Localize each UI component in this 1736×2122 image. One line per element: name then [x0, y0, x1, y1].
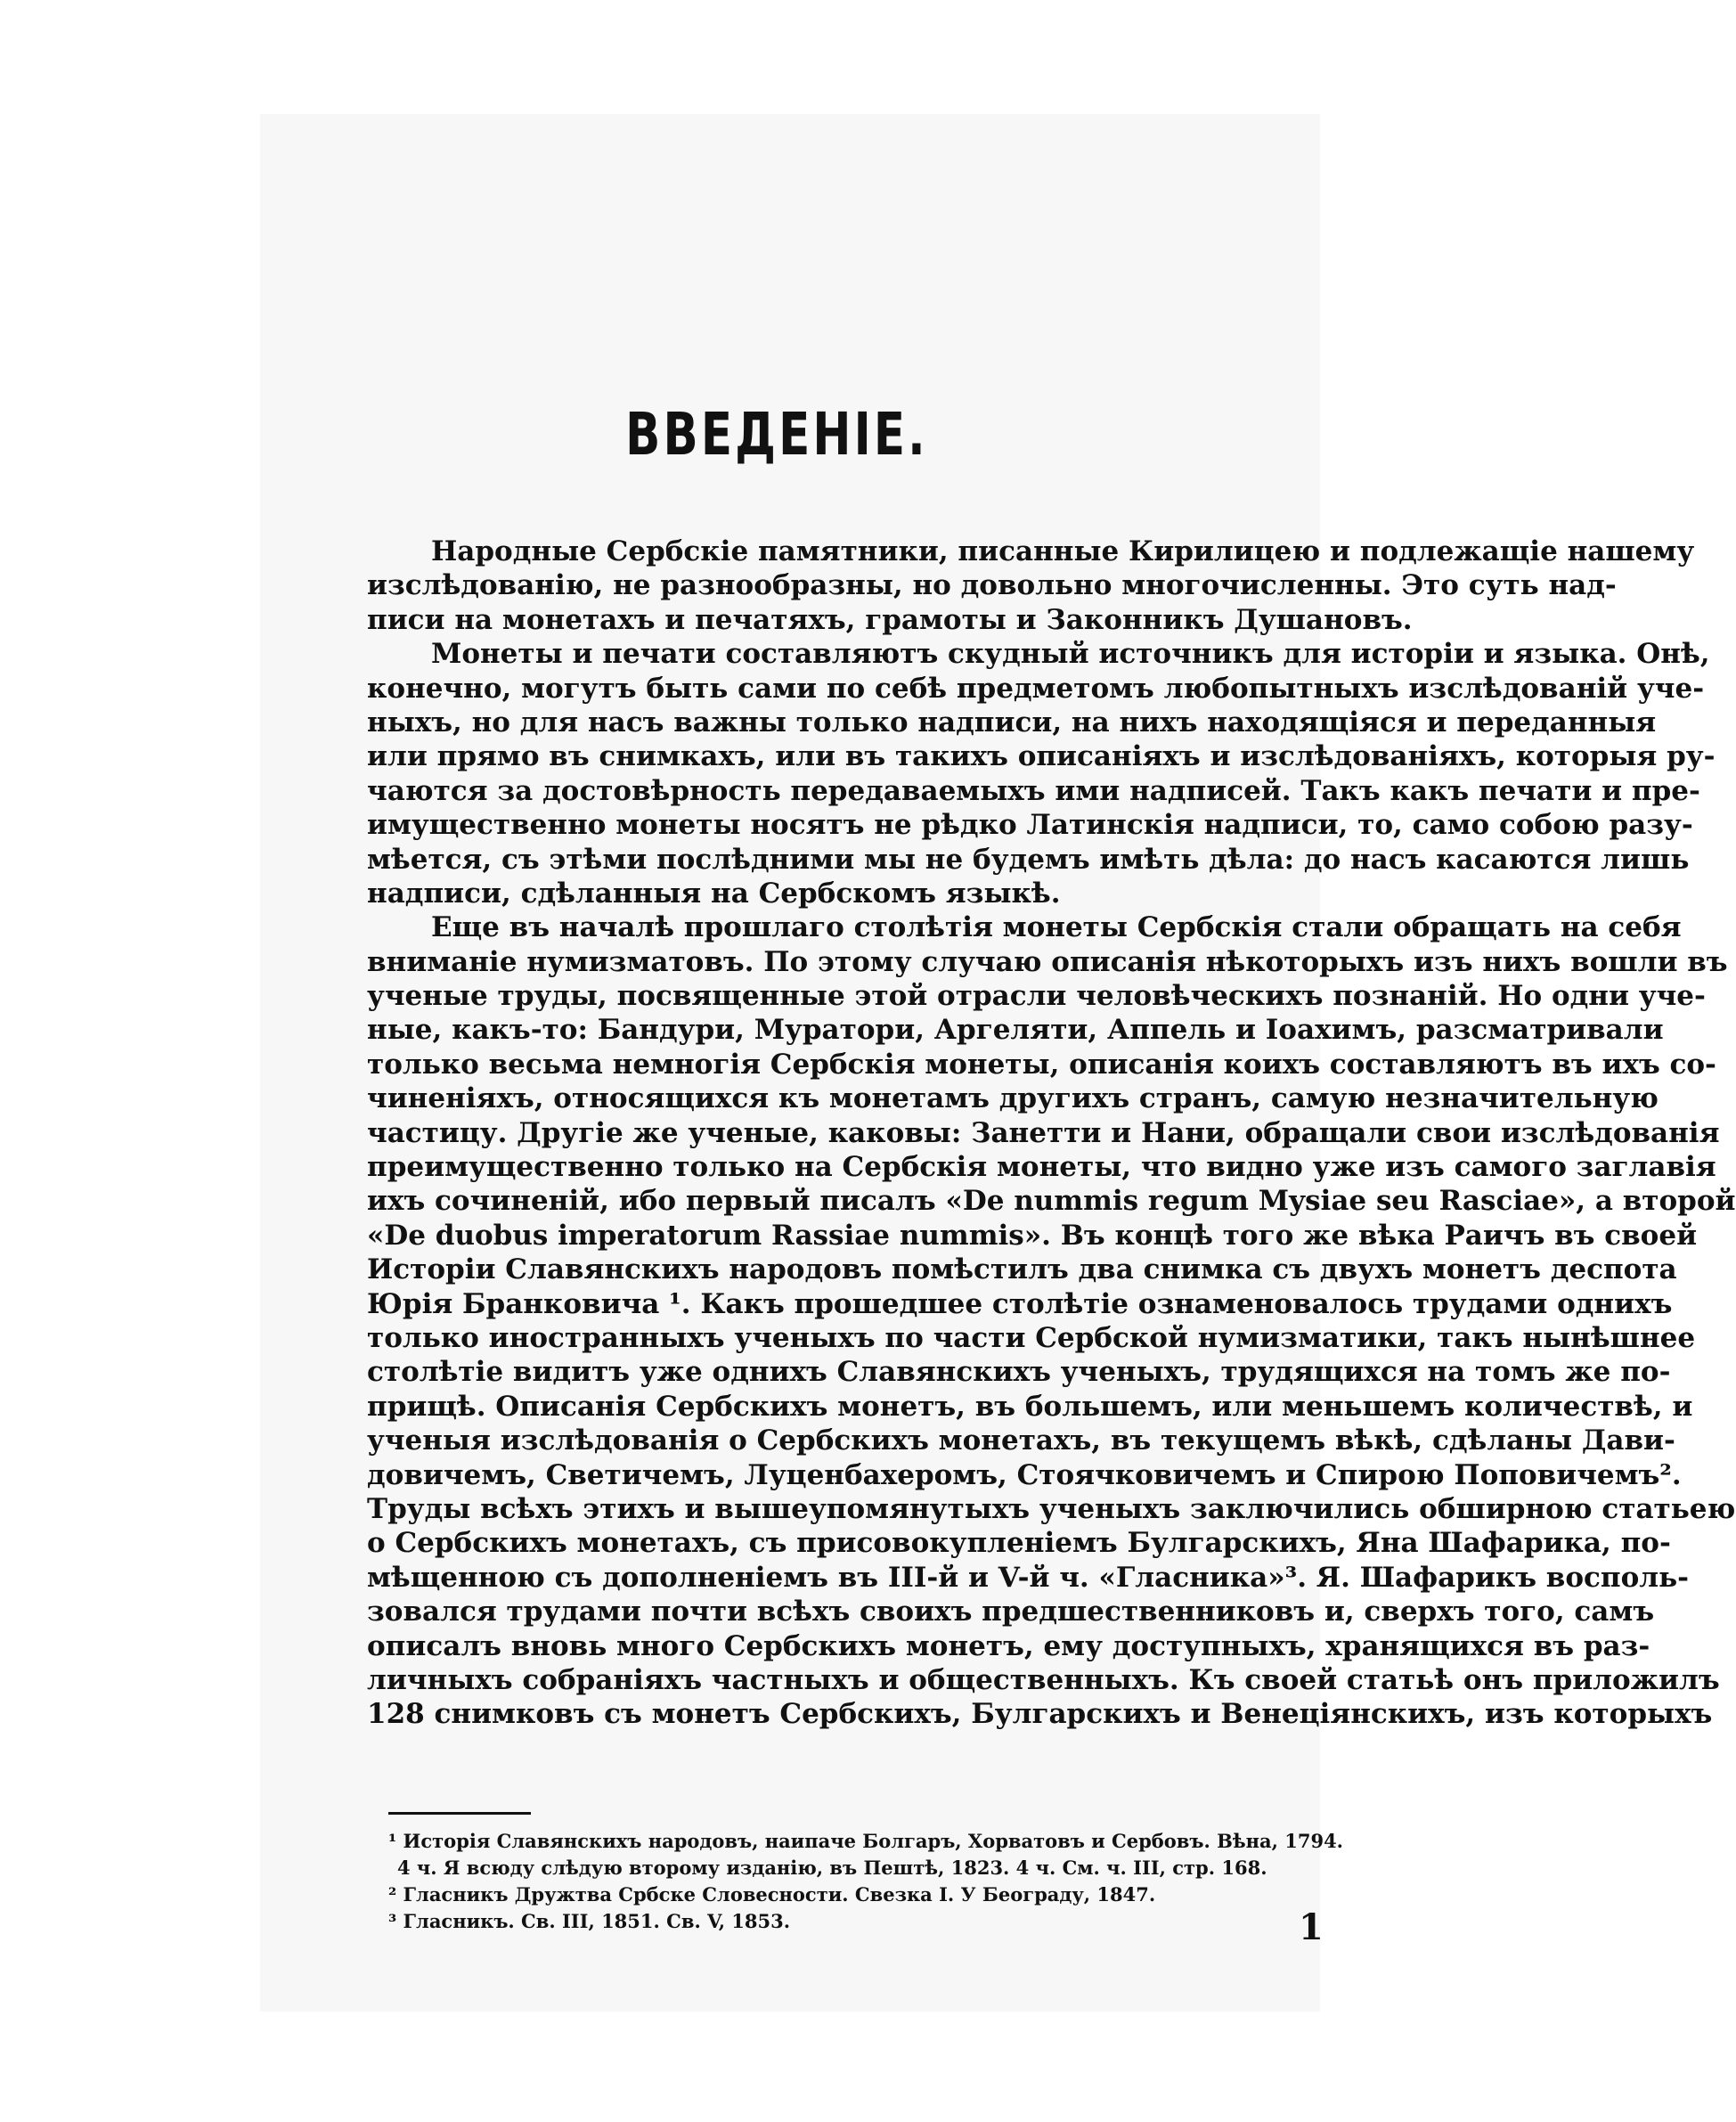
text-line: столѣтіе видитъ уже однихъ Славянскихъ ученыхъ, трудящихся на томъ же по- — [367, 1356, 1671, 1389]
text-line: ныхъ, но для насъ важны только надписи, на нихъ находящіяся и переданныя — [367, 706, 1657, 739]
text-line: писи на монетахъ и печатяхъ, грамоты и Законникъ Душановъ. — [367, 603, 1413, 636]
text-line: довичемъ, Светичемъ, Луценбахеромъ, Стоячковичемъ и Спирою Поповичемъ². — [367, 1458, 1682, 1491]
text-line: только иностранныхъ ученыхъ по части Сербской нумизматики, такъ нынѣшнее — [367, 1321, 1696, 1354]
text-line: Народные Сербскіе памятники, писанные Кирилицею и подлежащіе нашему — [431, 535, 1695, 567]
text-line: изслѣдованію, не разнообразны, но довольно многочисленны. Это суть над- — [367, 569, 1617, 602]
text-line: частицу. Другіе же ученые, каковы: Занетти и Нани, обращали свои изслѣдованія — [367, 1116, 1720, 1149]
page-number: 1 — [1299, 1906, 1324, 1948]
text-line: надписи, сдѣланныя на Сербскомъ языкѣ. — [367, 877, 1061, 910]
text-line: мѣется, съ этѣми послѣдними мы не будемъ имѣть дѣла: до насъ касаются лишь — [367, 843, 1690, 876]
footnote-1: ¹ Исторія Славянскихъ народовъ, наипаче Болгаръ, Хорватовъ и Сербовъ. Вѣна, 1794. — [388, 1830, 1343, 1852]
text-line: Монеты и печати составляютъ скудный источникъ для исторіи и языка. Онѣ, — [431, 638, 1710, 671]
footnote-divider — [388, 1812, 531, 1815]
text-line: ные, какъ-то: Бандури, Муратори, Аргеляти, Аппель и Іоахимъ, разсматривали — [367, 1014, 1664, 1047]
text-line: Труды всѣхъ этихъ и вышеупомянутыхъ ученыхъ заключились обширною статьею — [367, 1492, 1736, 1525]
footnote-3: ³ Гласникъ. Св. III, 1851. Св. V, 1853. — [388, 1910, 791, 1932]
text-line: только весьма немногія Сербскія монеты, описанія коихъ составляютъ въ ихъ со- — [367, 1048, 1716, 1081]
text-line: конечно, могутъ быть сами по себѣ предметомъ любопытныхъ изслѣдованій уче- — [367, 672, 1705, 705]
footnotes — [388, 1828, 1368, 1935]
text-line: или прямо въ снимкахъ, или въ такихъ описаніяхъ и изслѣдованіяхъ, которыя ру- — [367, 740, 1716, 773]
text-line: мѣщенною съ дополненіемъ въ III-й и V-й ч. «Гласника»³. Я. Шафарикъ восполь- — [367, 1561, 1690, 1594]
text-line: «De duobus imperatorum Rassiae nummis». Въ концѣ того же вѣка Раичъ въ своей — [367, 1219, 1698, 1252]
text-line: Еще въ началѣ прошлаго столѣтія монеты Сербскія стали обращать на себя — [431, 911, 1682, 944]
text-line: личныхъ собраніяхъ частныхъ и общественныхъ. Къ своей статьѣ онъ приложилъ — [367, 1663, 1720, 1696]
text-line: ученые труды, посвященные этой отрасли человѣческихъ познаній. Но одни уче- — [367, 980, 1706, 1013]
text-line: о Сербскихъ монетахъ, съ присовокупленіемъ Булгарскихъ, Яна Шафарика, по- — [367, 1527, 1671, 1560]
text-line: чиненіяхъ, относящихся къ монетамъ другихъ странъ, самую незначительную — [367, 1082, 1659, 1115]
text-line: имущественно монеты носятъ не рѣдко Латинскія надписи, то, само собою разу- — [367, 809, 1693, 842]
text-line: прищѣ. Описанія Сербскихъ монетъ, въ большемъ, или меньшемъ количествѣ, и — [367, 1390, 1693, 1423]
text-line: чаются за достовѣрность передаваемыхъ ими надписей. Такъ какъ печати и пре- — [367, 774, 1700, 807]
text-line: зовался трудами почти всѣхъ своихъ предшественниковъ и, сверхъ того, самъ — [367, 1596, 1655, 1628]
text-line: ученыя изслѣдованія о Сербскихъ монетахъ, въ текущемъ вѣкѣ, сдѣланы Дави- — [367, 1424, 1675, 1457]
text-line: ихъ сочиненій, ибо первый писалъ «De nummis regum Mysiae seu Rasciae», а второй — [367, 1185, 1736, 1218]
text-line: вниманіе нумизматовъ. По этому случаю описанія нѣкоторыхъ изъ нихъ вошли въ — [367, 945, 1728, 978]
text-line: Исторіи Славянскихъ народовъ помѣстилъ два снимка съ двухъ монетъ деспота — [367, 1253, 1677, 1286]
text-line: преимущественно только на Сербскія монеты, что видно уже изъ самого заглавія — [367, 1151, 1716, 1184]
body-text — [367, 535, 1736, 1732]
footnote-1-continuation: 4 ч. Я всюду слѣдую второму изданію, въ Пештѣ, 1823. 4 ч. См. ч. III, стр. 168. — [397, 1857, 1267, 1879]
page-title: ВВЕДЕНІЕ. — [625, 400, 928, 469]
text-line: описалъ вновь много Сербскихъ монетъ, ему доступныхъ, хранящихся въ раз- — [367, 1629, 1650, 1662]
text-line: Юрія Бранковича ¹. Какъ прошедшее столѣтіе ознаменовалось трудами однихъ — [367, 1287, 1673, 1320]
text-line: 128 снимковъ съ монетъ Сербскихъ, Булгарскихъ и Венеціянскихъ, изъ которыхъ — [367, 1698, 1713, 1731]
footnote-2: ² Гласникъ Дружтва Србске Словесности. Свезка I. У Београду, 1847. — [388, 1883, 1156, 1906]
